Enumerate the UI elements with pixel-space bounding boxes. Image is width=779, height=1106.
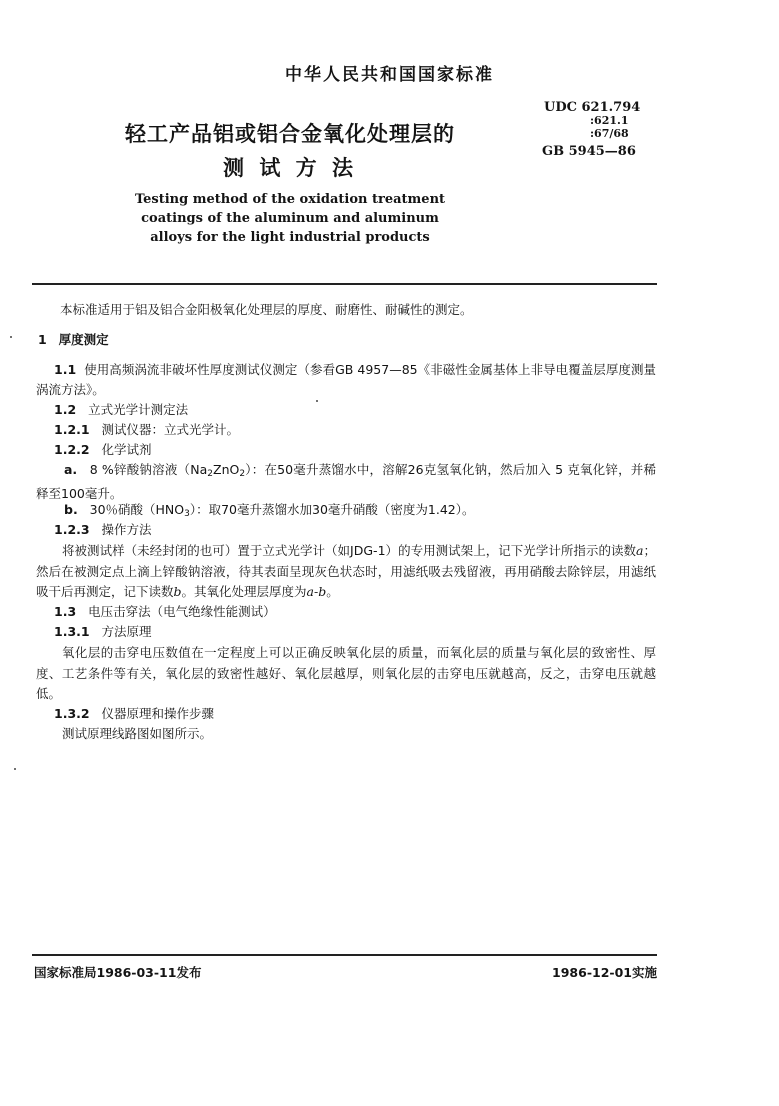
clause-1-3-heading: 1.3 电压击穿法（电气绝缘性能测试） [54,604,276,619]
effective-date: 1986-12-01实施 [552,965,657,980]
reagent-item-a: a. 8 %锌酸钠溶液$(Na_2ZnO_2)$：在50毫升蒸馏水中，溶解26克氢氧化钠，然后加入 5 克氧化锌，并稀释至100毫升。 [36,462,656,501]
scan-speck [14,768,16,770]
scan-speck [10,336,12,338]
clause-1-2-1: 1.2.1 测试仪器：立式光学计。 [54,422,240,437]
section-1-heading [36,330,658,350]
udc-code-line3: :67/68 [590,127,629,140]
clause-1-1: 1.1 使用高频涡流非破坏性厚度测试仪测定（参看GB 4957—85《非磁性金属基体上非导电覆盖层厚度测量 涡流方法》。 [36,362,669,397]
operation-method-paragraph: 将被测试样（未经封闭的也可）置于立式光学计（如JDG-1）的专用测试架上，记下光学计所指示的读数a；然后在被测定点上滴上锌酸钠溶液，待其表面呈现灰色状态时，用滤纸吸去残留液，再用硝酸去除锌层，用滤纸吸干后再测定，记下读数b。其氧化处理层厚度为a-b。 [36,543,656,599]
thickness-formula: a-b [306,584,327,599]
title-en-line3: alloys for the light industrial products [150,230,430,245]
clause-1-2-2-heading: 1.2.2 化学试剂 [54,442,152,457]
title-en-line1: Testing method of the oxidation treatment [134,192,446,207]
clause-1-2-3-heading: 1.2.3 操作方法 [54,522,152,537]
circuit-diagram-reference: 测试原理线路图如图所示。 [62,726,213,741]
intro-paragraph: 本标准适用于铝及铝合金阳极氧化处理层的厚度、耐磨性、耐碱性的测定。 [60,302,473,317]
gb-standard-number: GB 5945—86 [542,144,636,159]
scan-speck [316,400,318,402]
reading-a: a [636,543,644,558]
section-number: 1 [38,332,47,347]
method-principle-paragraph: 氧化层的击穿电压数值在一定程度上可以正确反映氧化层的质量，而氧化层的质量与氧化层的致密性、厚度、工艺条件等有关，氧化层的致密性越好、氧化层越厚，则氧化层的击穿电压就越高，反之，击穿电压就越低。 [36,645,656,701]
clause-1-3-2-heading: 1.3.2 仪器原理和操作步骤 [54,706,215,721]
udc-code-line1: UDC 621.794 [544,100,641,115]
reading-b: b [173,584,182,599]
national-standard-header: 中华人民共和国国家标准 [285,65,494,85]
title-en-line2: coatings of the aluminum and aluminum [141,211,439,226]
title-zh-line2: 测 试 方 法 [223,156,357,180]
bottom-divider [32,954,657,956]
reagent-item-b: b. 30％硝酸$(HNO_3)$：取70毫升蒸馏水加30毫升硝酸（密度为1.42）。 [64,502,475,519]
clause-1-3-1-heading: 1.3.1 方法原理 [54,624,152,639]
title-zh-line1: 轻工产品铝或铝合金氧化处理层的 [125,122,455,146]
issue-date: 国家标准局1986-03-11发布 [34,965,202,980]
top-divider [32,283,657,285]
clause-1-2-heading: 1.2 立式光学计测定法 [54,402,189,417]
section-title: 厚度测定 [58,332,109,347]
udc-code-line2: :621.1 [590,114,629,127]
